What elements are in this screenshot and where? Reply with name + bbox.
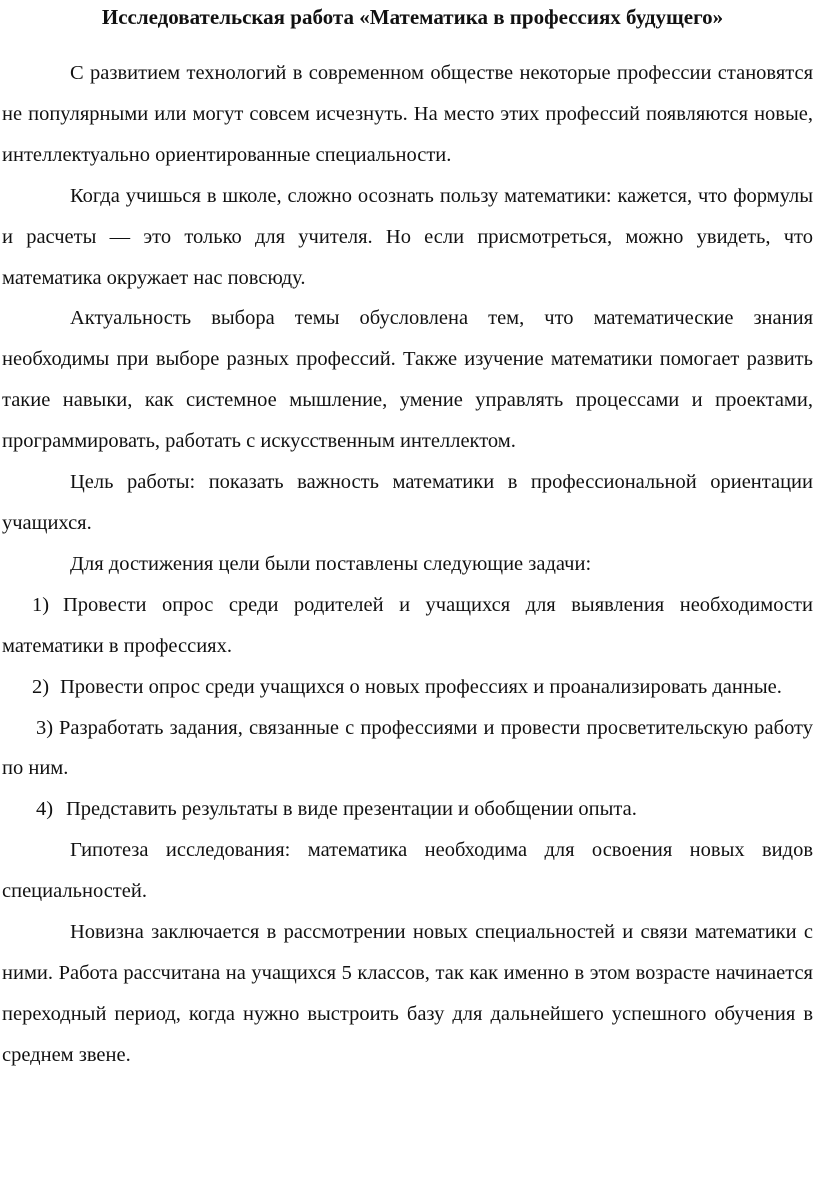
task-item	[2, 667, 813, 708]
paragraph-goal: Цель работы: показать важность математики в профессиональной ориентации учащихся.	[2, 471, 813, 534]
paragraph-relevance: Актуальность выбора темы обусловлена тем, что математические знания необходимы при выборе разных профессий. Также изучение математики помогает развить такие навыки, как системное мышление, умение управлять процессами и проектами, программировать, работать с искусственным интеллектом.	[2, 307, 813, 453]
task-number: 1)	[32, 593, 50, 616]
task-number: 2)	[32, 675, 50, 698]
task-item	[2, 585, 813, 667]
task-number: 3)	[36, 716, 54, 739]
task-number: 4)	[36, 798, 54, 821]
document-body	[2, 53, 813, 1076]
task-text: Провести опрос среди родителей и учащихся для выявления необходимости математики в профессиях.	[2, 593, 813, 657]
paragraph-tasks-intro: Для достижения цели были поставлены следующие задачи:	[70, 552, 592, 575]
task-text: Провести опрос среди учащихся о новых профессиях и проанализировать данные.	[60, 675, 782, 698]
paragraph-novelty: Новизна заключается в рассмотрении новых специальностей и связи математики с ними. Работа рассчитана на учащихся 5 классов, так как именно в этом возрасте начинается переходный период, когда нужно выстроить базу для дальнейшего успешного обучения в среднем звене.	[2, 921, 813, 1066]
paragraph-intro: С развитием технологий в современном обществе некоторые профессии становятся не популярными или могут совсем исчезнуть. На место этих профессий появляются новые, интеллектуально ориентированные специальности.	[2, 62, 813, 166]
paragraph-hypothesis: Гипотеза исследования: математика необходима для освоения новых видов специальностей.	[2, 839, 813, 903]
task-item	[2, 789, 813, 830]
task-item	[2, 708, 813, 790]
paragraph-school: Когда учишься в школе, сложно осознать пользу математики: кажется, что формулы и расчеты — это только для учителя. Но если присмотреться, можно увидеть, что математика окружает нас повсюду.	[2, 184, 813, 289]
task-text: Разработать задания, связанные с профессиями и провести просветительскую работу по ним.	[2, 716, 813, 780]
task-text: Представить результаты в виде презентации и обобщении опыта.	[66, 798, 637, 821]
document-title: Исследовательская работа «Математика в профессиях будущего»	[101, 5, 724, 29]
